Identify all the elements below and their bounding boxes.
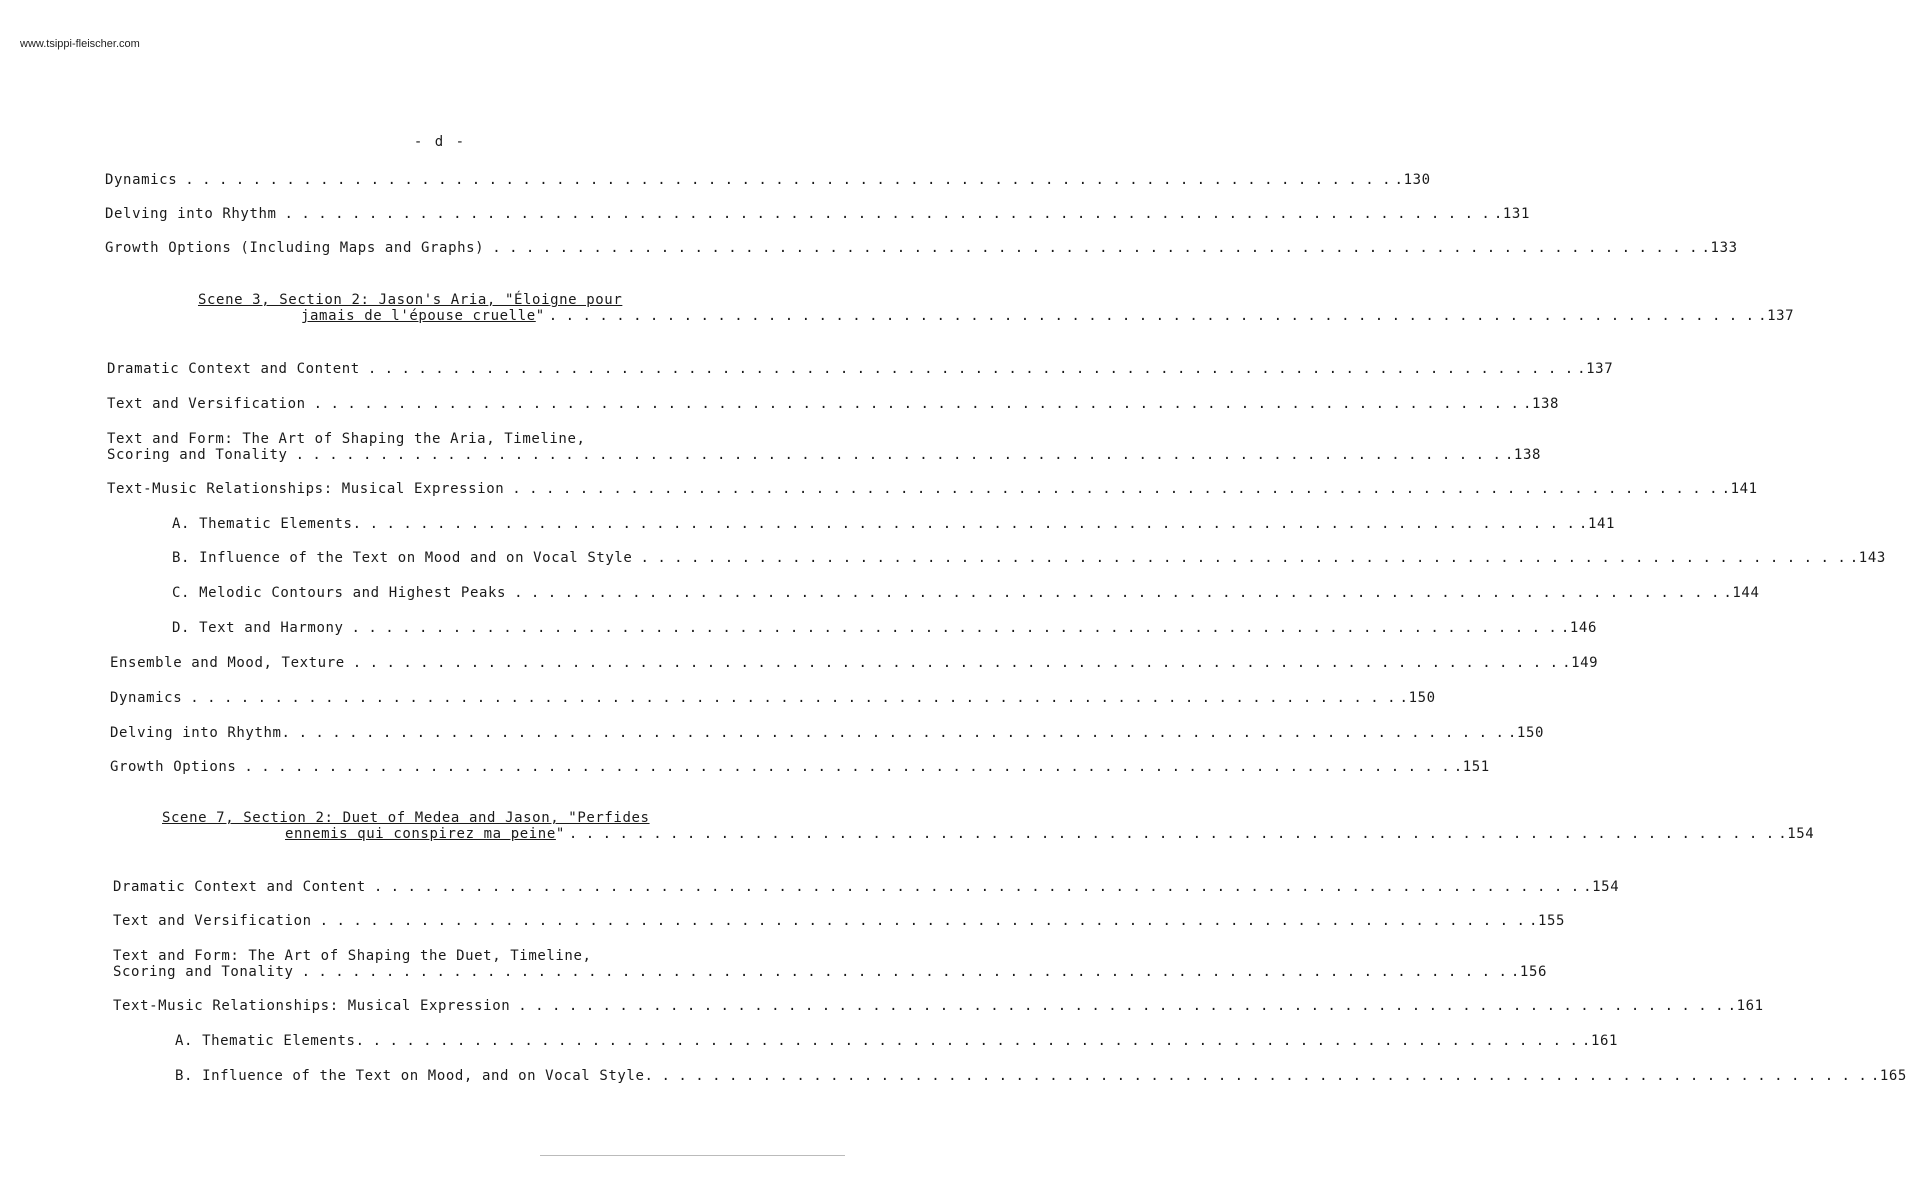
- leader-dots: . . . . . . . . . . . . . . . . . . . . . . . . . . . . . . . . . . . . . . . . . . . . . . . . . . . . . . . . . . . . . . . . . . . . . . . .: [514, 585, 1720, 601]
- toc-subentry: [172, 620, 1597, 636]
- toc-entry: [105, 240, 1738, 256]
- toc-entry: [113, 913, 1566, 929]
- toc-entry-page: .143: [1849, 550, 1886, 566]
- scan-artifact-line: [540, 1155, 845, 1159]
- toc-entry: [107, 361, 1614, 377]
- section-heading-title: jamais de l'épouse cruelle: [301, 308, 536, 324]
- leader-dots: . . . . . . . . . . . . . . . . . . . . . . . . . . . . . . . . . . . . . . . . . . . . . . . . . . . . . . . . . . . . . . . . . . . . . . . .: [352, 655, 1559, 671]
- toc-entry: [107, 396, 1560, 412]
- toc-entry-title-line1: Text and Form: The Art of Shaping the Duet, Timeline,: [113, 948, 592, 964]
- leader-dots: . . . . . . . . . . . . . . . . . . . . . . . . . . . . . . . . . . . . . . . . . . . . . . . . . . . . . . . . . . . . . . . . . . . . . . . .: [369, 516, 1575, 532]
- leader-dots: . . . . . . . . . . . . . . . . . . . . . . . . . . . . . . . . . . . . . . . . . . . . . . . . . . . . . . . . . . . . . . . . . . . . . . . .: [319, 913, 1525, 929]
- toc-entry: [113, 998, 1764, 1014]
- section-heading-quote: ": [555, 826, 565, 842]
- leader-dots: . . . . . . . . . . . . . . . . . . . . . . . . . . . . . . . . . . . . . . . . . . . . . . . . . . . . . . . . . . . . . . . . . . . . . . . .: [373, 879, 1580, 895]
- leader-dots: . . . . . . . . . . . . . . . . . . . . . . . . . . . . . . . . . . . . . . . . . . . . . . . . . . . . . . . . . . . . . . . . . . . . . . . .: [512, 481, 1718, 497]
- toc-entry-page: .138: [1522, 396, 1560, 412]
- section-heading-line2: [285, 826, 1815, 842]
- toc-subentry: [172, 550, 1886, 566]
- leader-dots: . . . . . . . . . . . . . . . . . . . . . . . . . . . . . . . . . . . . . . . . . . . . . . . . . . . . . . . . . . . . . . . . . . . . . . . .: [372, 1033, 1578, 1049]
- toc-entry-page: .165: [1870, 1068, 1907, 1084]
- toc-entry-page: .133: [1701, 240, 1738, 256]
- toc-entry: [110, 759, 1490, 775]
- section-heading-line2: [301, 308, 1795, 324]
- leader-dots: . . . . . . . . . . . . . . . . . . . . . . . . . . . . . . . . . . . . . . . . . . . . . . . . . . . . . . . . . . . . . . . . . . . . . . . .: [492, 240, 1698, 256]
- toc-entry-title-line1: Text and Form: The Art of Shaping the Aria, Timeline,: [107, 431, 586, 447]
- toc-entry-title: Growth Options (Including Maps and Graphs): [105, 240, 485, 256]
- toc-entry-page: .161: [1727, 998, 1764, 1014]
- toc-entry-title: Delving into Rhythm: [105, 206, 277, 222]
- leader-dots: . . . . . . . . . . . . . . . . . . . . . . . . . . . . . . . . . . . . . . . . . . . . . . . . . . . . . . . . . . . . . . . . . . . . . . . .: [244, 759, 1450, 775]
- toc-entry-page: .150: [1507, 725, 1545, 741]
- toc-entry-page: .156: [1510, 964, 1548, 980]
- toc-entry-page: .150: [1399, 690, 1436, 706]
- toc-subentry: [172, 516, 1616, 532]
- toc-entry-title: Ensemble and Mood, Texture: [110, 655, 345, 671]
- toc-entry-title: B. Influence of the Text on Mood, and on Vocal Style.: [175, 1068, 654, 1084]
- leader-dots: . . . . . . . . . . . . . . . . . . . . . . . . . . . . . . . . . . . . . . . . . . . . . . . . . . . . . . . . . . . . . . . . . . . . . . . .: [351, 620, 1557, 636]
- toc-entry: [110, 725, 1545, 741]
- toc-entry-page: .141: [1578, 516, 1616, 532]
- toc-entry-title: A. Thematic Elements.: [172, 516, 362, 532]
- page-number: - d -: [413, 134, 467, 150]
- toc-subentry: [172, 585, 1760, 601]
- section-heading-line1: Scene 3, Section 2: Jason's Aria, "Éloigne pour: [198, 292, 623, 308]
- leader-dots: . . . . . . . . . . . . . . . . . . . . . . . . . . . . . . . . . . . . . . . . . . . . . . . . . . . . . . . . . . . . . . . . . . . . . . . .: [301, 964, 1507, 980]
- toc-entry-page: .137: [1577, 361, 1614, 377]
- toc-entry: [113, 948, 1548, 980]
- toc-entry-page: .146: [1560, 620, 1597, 636]
- leader-dots: . . . . . . . . . . . . . . . . . . . . . . . . . . . . . . . . . . . . . . . . . . . . . . . . . . . . . . . . . . . . . . . . . . . . . . . .: [640, 550, 1846, 566]
- toc-entry-title: Growth Options: [110, 759, 237, 775]
- toc-entry-title: A. Thematic Elements.: [175, 1033, 365, 1049]
- toc-entry-page: .161: [1581, 1033, 1619, 1049]
- toc-entry-title-line2: Scoring and Tonality: [113, 964, 294, 980]
- leader-dots: . . . . . . . . . . . . . . . . . . . . . . . . . . . . . . . . . . . . . . . . . . . . . . . . . . . . . . . . . . . . . . . . . . . . . . . .: [190, 690, 1396, 706]
- toc-entry-page: .155: [1528, 913, 1566, 929]
- toc-entry-page: .138: [1504, 447, 1542, 463]
- toc-entry: [107, 481, 1758, 497]
- toc-entry: [110, 690, 1436, 706]
- toc-entry: [107, 431, 1542, 463]
- leader-dots: . . . . . . . . . . . . . . . . . . . . . . . . . . . . . . . . . . . . . . . . . . . . . . . . . . . . . . . . . . . . . . . . . . . . . . . .: [298, 725, 1504, 741]
- leader-dots: . . . . . . . . . . . . . . . . . . . . . . . . . . . . . . . . . . . . . . . . . . . . . . . . . . . . . . . . . . . . . . . . . . . . . . . .: [548, 308, 1755, 324]
- toc-entry-title: Text and Versification: [113, 913, 312, 929]
- leader-dots: . . . . . . . . . . . . . . . . . . . . . . . . . . . . . . . . . . . . . . . . . . . . . . . . . . . . . . . . . . . . . . . . . . . . . . . .: [568, 826, 1775, 842]
- toc-entry-title: Dramatic Context and Content: [107, 361, 360, 377]
- toc-entry-page: .131: [1493, 206, 1530, 222]
- toc-entry-page: .154: [1583, 879, 1620, 895]
- leader-dots: . . . . . . . . . . . . . . . . . . . . . . . . . . . . . . . . . . . . . . . . . . . . . . . . . . . . . . . . . . . . . . . . . . . . . . . .: [518, 998, 1724, 1014]
- section-heading-line1: Scene 7, Section 2: Duet of Medea and Jason, "Perfides: [162, 810, 650, 826]
- leader-dots: . . . . . . . . . . . . . . . . . . . . . . . . . . . . . . . . . . . . . . . . . . . . . . . . . . . . . . . . . . . . . . . . . . . . . . . .: [661, 1068, 1867, 1084]
- toc-entry-page: .141: [1721, 481, 1758, 497]
- toc-entry-title: Dynamics: [105, 172, 178, 188]
- toc-subentry: [175, 1068, 1907, 1084]
- source-url: www.tsippi-fleischer.com: [20, 38, 140, 50]
- toc-entry-title: Text-Music Relationships: Musical Expression: [107, 481, 505, 497]
- toc-entry: [105, 172, 1431, 188]
- section-heading-quote: ": [535, 308, 545, 324]
- toc-entry: [113, 879, 1620, 895]
- toc-entry-title: Dramatic Context and Content: [113, 879, 366, 895]
- toc-entry-page: .130: [1394, 172, 1431, 188]
- toc-entry-page: .149: [1562, 655, 1599, 671]
- leader-dots: . . . . . . . . . . . . . . . . . . . . . . . . . . . . . . . . . . . . . . . . . . . . . . . . . . . . . . . . . . . . . . . . . . . . . . . .: [295, 447, 1501, 463]
- toc-subentry: [175, 1033, 1619, 1049]
- toc-entry-page: .151: [1453, 759, 1490, 775]
- toc-entry-title: Delving into Rhythm.: [110, 725, 291, 741]
- toc-entry: [110, 655, 1599, 671]
- toc-entry-title: Dynamics: [110, 690, 183, 706]
- toc-entry-title: D. Text and Harmony: [172, 620, 344, 636]
- section-heading-page: .137: [1758, 308, 1795, 324]
- leader-dots: . . . . . . . . . . . . . . . . . . . . . . . . . . . . . . . . . . . . . . . . . . . . . . . . . . . . . . . . . . . . . . . . . . . . . . . .: [185, 172, 1391, 188]
- leader-dots: . . . . . . . . . . . . . . . . . . . . . . . . . . . . . . . . . . . . . . . . . . . . . . . . . . . . . . . . . . . . . . . . . . . . . . . .: [284, 206, 1490, 222]
- leader-dots: . . . . . . . . . . . . . . . . . . . . . . . . . . . . . . . . . . . . . . . . . . . . . . . . . . . . . . . . . . . . . . . . . . . . . . . .: [367, 361, 1574, 377]
- toc-entry-title-line2: Scoring and Tonality: [107, 447, 288, 463]
- toc-entry-page: .144: [1723, 585, 1760, 601]
- toc-entry-title: Text and Versification: [107, 396, 306, 412]
- leader-dots: . . . . . . . . . . . . . . . . . . . . . . . . . . . . . . . . . . . . . . . . . . . . . . . . . . . . . . . . . . . . . . . . . . . . . . . .: [313, 396, 1519, 412]
- toc-entry-title: Text-Music Relationships: Musical Expression: [113, 998, 511, 1014]
- toc-entry-title: C. Melodic Contours and Highest Peaks: [172, 585, 507, 601]
- toc-entry-title: B. Influence of the Text on Mood and on Vocal Style: [172, 550, 633, 566]
- toc-entry: [105, 206, 1530, 222]
- section-heading-page: .154: [1778, 826, 1815, 842]
- section-heading-title: ennemis qui conspirez ma peine: [285, 826, 556, 842]
